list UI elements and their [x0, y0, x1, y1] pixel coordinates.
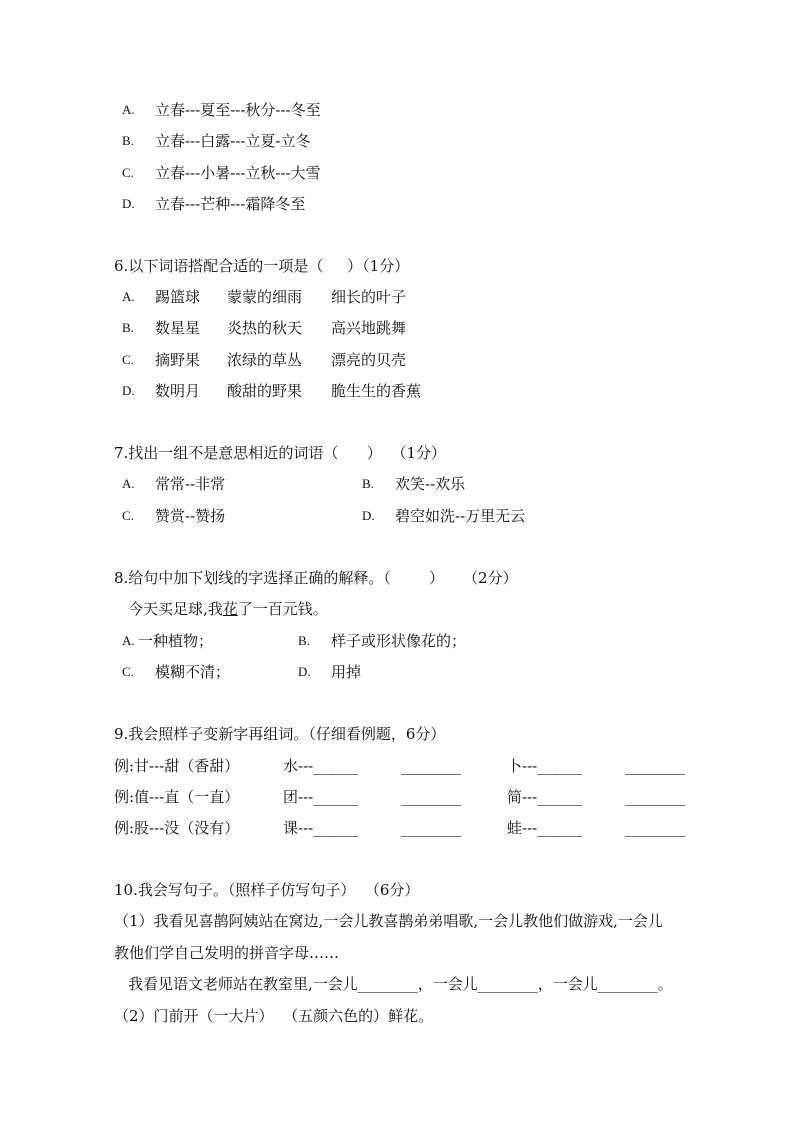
- q9-row3-blank-a[interactable]: 课---______: [283, 819, 359, 837]
- q7-option-b-label: B.: [362, 476, 374, 491]
- q9-row3-blank-a2[interactable]: ________: [401, 819, 461, 837]
- q10-part1-line1: （1）我看见喜鹊阿姨站在窝边,一会儿教喜鹊弟弟唱歌,一会儿教他们做游戏,一会儿: [114, 912, 663, 930]
- q7-option-c-text: 赞赏--赞扬: [155, 507, 226, 525]
- q6-option-b-col3: 高兴地跳舞: [331, 319, 407, 337]
- q7-option-c-label: C.: [122, 508, 134, 523]
- q6-option-c-label: C.: [122, 352, 134, 367]
- q9-row2-blank-b[interactable]: 简---______: [507, 788, 583, 806]
- q7-option-d-text: 碧空如洗--万里无云: [395, 507, 526, 525]
- q8-option-b-label: B.: [298, 633, 310, 648]
- q9-row1-blank-b[interactable]: 卜---______: [507, 757, 583, 775]
- q5-option-b-label: B.: [122, 133, 134, 148]
- q10-title: 10.我会写句子。（照样子仿写句子） （6分）: [114, 881, 420, 899]
- q7-option-a-label: A.: [122, 476, 135, 491]
- q9-row1-blank-a[interactable]: 水---______: [283, 757, 359, 775]
- q5-option-b-text: 立春---白露---立夏-立冬: [155, 132, 311, 150]
- q9-row2-example: 例:值---直（一直）: [114, 788, 240, 806]
- q9-row2-blank-a[interactable]: 团---______: [283, 788, 359, 806]
- q6-option-b-label: B.: [122, 320, 134, 335]
- q7-title: 7.找出一组不是意思相近的词语（ ） （1分）: [114, 444, 447, 462]
- q7-option-a-text: 常常--非常: [155, 475, 226, 493]
- q6-option-d-col2: 酸甜的野果: [227, 382, 303, 400]
- q5-option-c-label: C.: [122, 165, 134, 180]
- q8-title: 8.给句中加下划线的字选择正确的解释。（ ） （2分）: [114, 569, 518, 587]
- q10-part1-fill-line[interactable]: 我看见语文老师站在教室里,一会儿________，一会儿________，一会儿________。: [128, 975, 673, 993]
- q8-option-c-label: C.: [122, 664, 134, 679]
- q5-option-d-text: 立春---芒种---霜降冬至: [155, 195, 306, 213]
- q9-row2-blank-a2[interactable]: ________: [401, 788, 461, 806]
- q9-row3-blank-b[interactable]: 蛙---______: [507, 819, 583, 837]
- q8-option-a-label: A.: [122, 633, 135, 648]
- q9-row1-example: 例:甘---甜（香甜）: [114, 757, 240, 775]
- q10-part1-line2: 教他们学自己发明的拼音字母……: [114, 944, 340, 962]
- q6-option-a-label: A.: [122, 289, 135, 304]
- q6-title: 6.以下词语搭配合适的一项是（ ）（1分）: [114, 257, 410, 275]
- q8-option-a-text: 一种植物；: [138, 632, 214, 650]
- q8-option-b-text: 样子或形状像花的；: [331, 632, 467, 650]
- q8-option-c-text: 模糊不清；: [155, 663, 231, 681]
- q8-sentence-pre: 今天买足球,我: [128, 600, 223, 618]
- q10-part2: （2）门前开（一大片） （五颜六色的）鲜花。: [114, 1007, 434, 1025]
- q8-option-d-label: D.: [298, 664, 311, 679]
- q6-option-d-label: D.: [122, 383, 135, 398]
- q6-option-a-col1: 踢篮球: [155, 288, 201, 306]
- q9-row1-blank-b2[interactable]: ________: [625, 757, 685, 775]
- q7-option-d-label: D.: [362, 508, 375, 523]
- q5-option-a-text: 立春---夏至---秋分---冬至: [155, 101, 321, 119]
- q8-sentence-post: 了一百元钱。: [237, 600, 328, 618]
- q6-option-a-col2: 蒙蒙的细雨: [227, 288, 303, 306]
- q9-row2-blank-b2[interactable]: ________: [625, 788, 685, 806]
- q5-option-c-text: 立春---小暑---立秋---大雪: [155, 164, 321, 182]
- q6-option-d-col3: 脆生生的香蕉: [331, 382, 422, 400]
- q8-option-d-text: 用掉: [331, 663, 362, 681]
- q6-option-c-col1: 摘野果: [155, 351, 201, 369]
- q8-underlined-char: 花: [222, 600, 238, 618]
- q9-row1-blank-a2[interactable]: ________: [401, 757, 461, 775]
- q6-option-b-col2: 炎热的秋天: [227, 319, 303, 337]
- q6-option-c-col2: 浓绿的草丛: [227, 351, 303, 369]
- q6-option-d-col1: 数明月: [155, 382, 201, 400]
- q9-title: 9.我会照样子变新字再组词。（仔细看例题，6分）: [114, 725, 446, 743]
- q6-option-c-col3: 漂亮的贝壳: [331, 351, 407, 369]
- q6-option-b-col1: 数星星: [155, 319, 201, 337]
- q9-row3-example: 例:股---没（没有）: [114, 819, 240, 837]
- q5-option-d-label: D.: [122, 196, 135, 211]
- q8-sentence: [128, 599, 328, 619]
- q7-option-b-text: 欢笑--欢乐: [395, 475, 466, 493]
- q6-option-a-col3: 细长的叶子: [331, 288, 407, 306]
- q9-row3-blank-b2[interactable]: ________: [625, 819, 685, 837]
- q5-option-a-label: A.: [122, 102, 135, 117]
